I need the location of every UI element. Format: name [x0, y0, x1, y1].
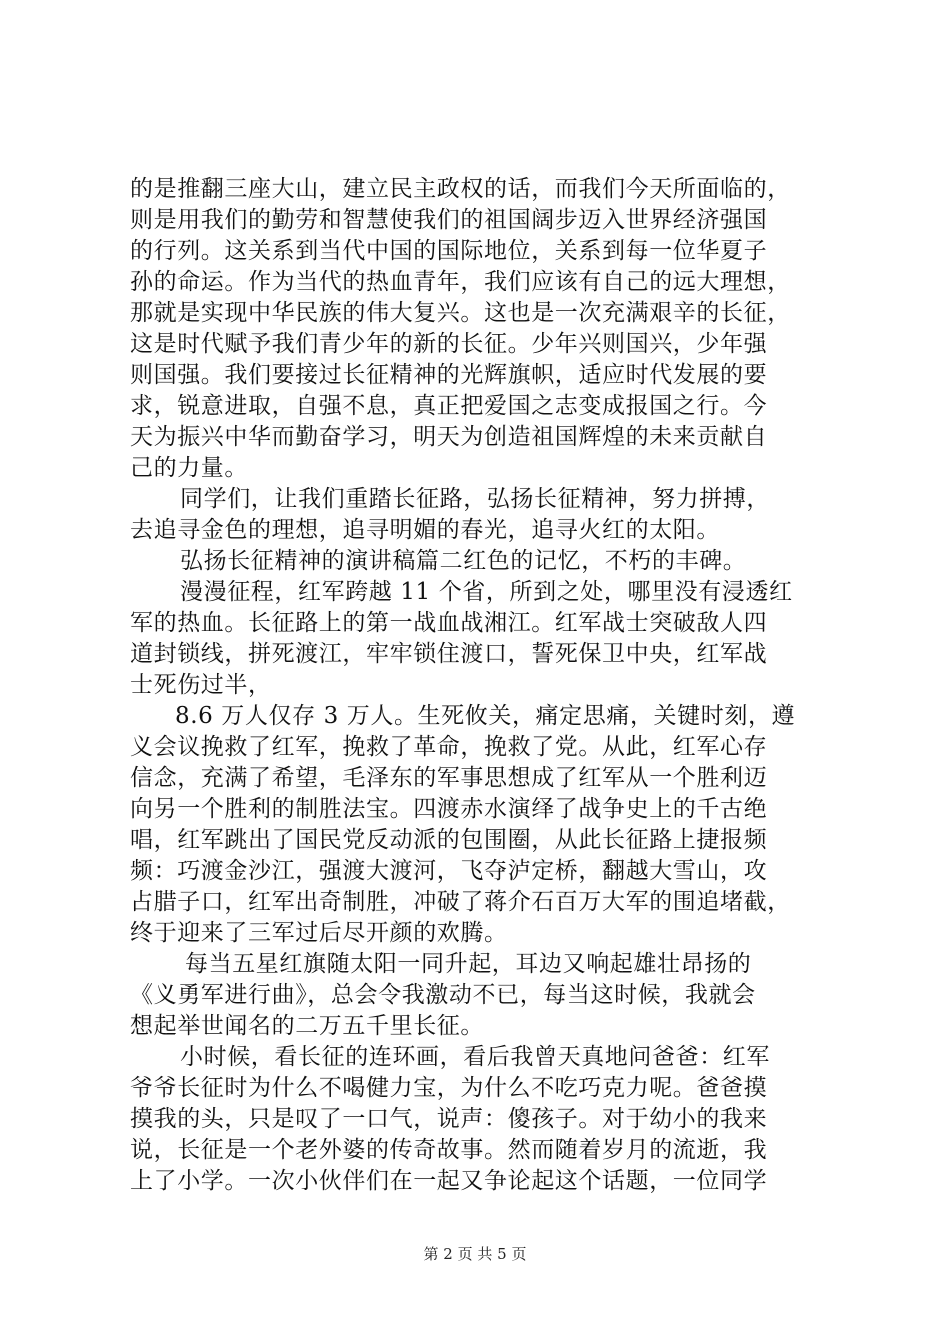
text-line: 的行列。这关系到当代中国的国际地位，关系到每一位华夏子: [130, 238, 768, 264]
text-line: 那就是实现中华民族的伟大复兴。这也是一次充满艰辛的长征，: [130, 300, 791, 326]
text-line: 上了小学。一次小伙伴们在一起又争论起这个话题，一位同学: [130, 1168, 768, 1194]
text-line: 求，锐意进取，自强不息，真正把爱国之志变成报国之行。今: [130, 393, 768, 419]
text-line: 信念，充满了希望，毛泽东的军事思想成了红军从一个胜利迈: [130, 765, 768, 791]
document-body: [130, 174, 830, 1197]
paragraph-start-line: 漫漫征程，红军跨越 11 个省，所到之处，哪里没有浸透红: [180, 579, 793, 605]
text-line: 说，长征是一个老外婆的传奇故事。然而随着岁月的流逝，我: [130, 1137, 768, 1163]
text-line: 想起举世闻名的二万五千里长征。: [130, 1013, 484, 1039]
text-line: 军的热血。长征路上的第一战血战湘江。红军战士突破敌人四: [130, 610, 768, 636]
paragraph-start-line: 同学们，让我们重踏长征路，弘扬长征精神，努力拼搏，: [180, 486, 770, 512]
text-line: 爷爷长征时为什么不喝健力宝，为什么不吃巧克力呢。爸爸摸: [130, 1075, 768, 1101]
text-line: 己的力量。: [130, 455, 248, 481]
paragraph-start-line: 弘扬长征精神的演讲稿篇二红色的记忆，不朽的丰碑。: [180, 548, 747, 574]
text-line: 摸我的头，只是叹了一口气，说声：傻孩子。对于幼小的我来: [130, 1106, 768, 1132]
text-line: 频：巧渡金沙江，强渡大渡河，飞夺泸定桥，翻越大雪山，攻: [130, 858, 768, 884]
paragraph-start-line: 小时候，看长征的连环画，看后我曾天真地问爸爸：红军: [180, 1044, 770, 1070]
text-line: 的是推翻三座大山，建立民主政权的话，而我们今天所面临的，: [130, 176, 791, 202]
text-line: 《义勇军进行曲》，总会令我激动不已，每当这时候，我就会: [130, 982, 756, 1008]
text-line: 则是用我们的勤劳和智慧使我们的祖国阔步迈入世界经济强国: [130, 207, 768, 233]
text-line: 向另一个胜利的制胜法宝。四渡赤水演绎了战争史上的千古绝: [130, 796, 768, 822]
text-line: 孙的命运。作为当代的热血青年，我们应该有自己的远大理想，: [130, 269, 791, 295]
text-line: 去追寻金色的理想，追寻明媚的春光，追寻火红的太阳。: [130, 517, 720, 543]
text-line: 这是时代赋予我们青少年的新的长征。少年兴则国兴，少年强: [130, 331, 768, 357]
paragraph-start-line: 每当五星红旗随太阳一同升起，耳边又响起雄壮昂扬的: [185, 951, 752, 977]
text-line: 占腊子口，红军出奇制胜，冲破了蒋介石百万大军的围追堵截，: [130, 889, 791, 915]
text-line: 士死伤过半，: [130, 672, 272, 698]
text-line: 道封锁线，拼死渡江，牢牢锁住渡口，誓死保卫中央，红军战: [130, 641, 768, 667]
page-number-footer: 第 2 页 共 5 页: [423, 1245, 527, 1263]
text-line: 则国强。我们要接过长征精神的光辉旗帜，适应时代发展的要: [130, 362, 768, 388]
text-line: 唱，红军跳出了国民党反动派的包围圈，从此长征路上捷报频: [130, 827, 768, 853]
text-line: 天为振兴中华而勤奋学习，明天为创造祖国辉煌的未来贡献自: [130, 424, 768, 450]
text-line: 终于迎来了三军过后尽开颜的欢腾。: [130, 920, 508, 946]
paragraph-start-line: 8.6 万人仅存 3 万人。生死攸关，痛定思痛，关键时刻，遵: [175, 703, 796, 729]
text-line: 义会议挽救了红军，挽救了革命，挽救了党。从此，红军心存: [130, 734, 768, 760]
